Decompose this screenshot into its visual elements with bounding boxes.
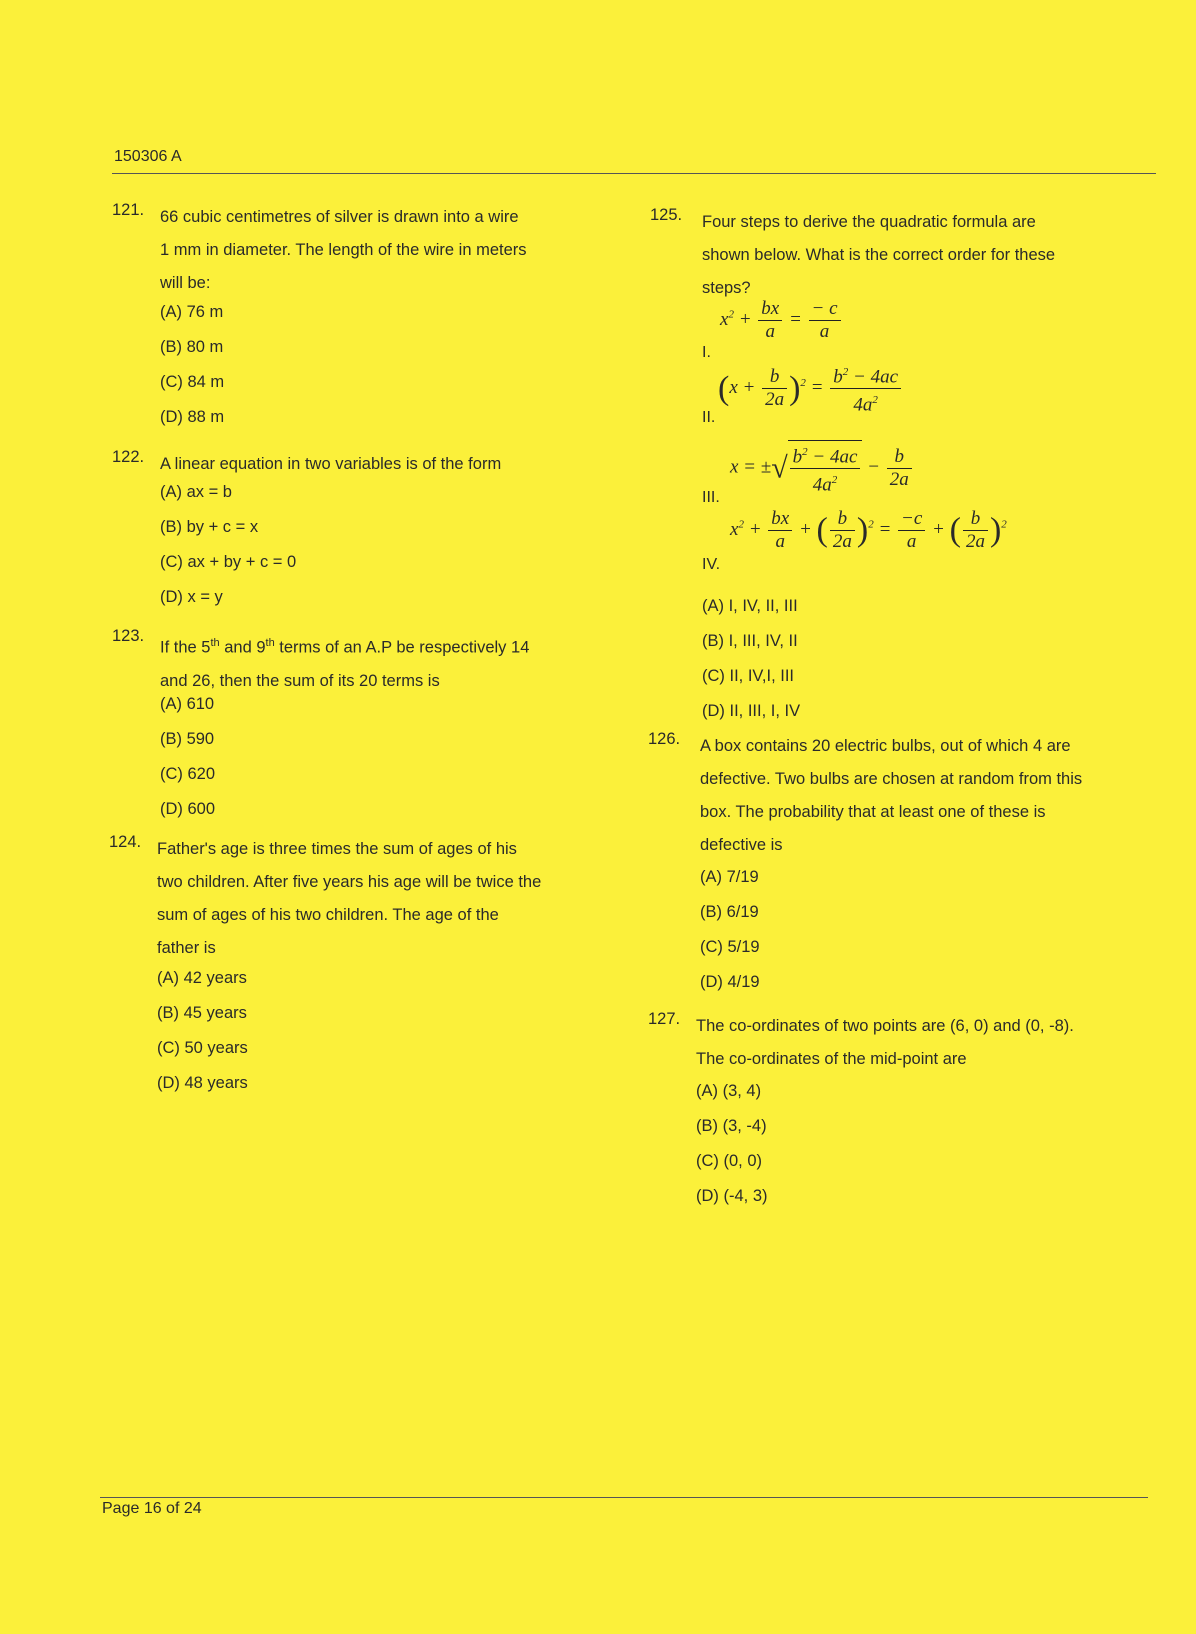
option[interactable]: (B) 6/19 — [700, 903, 759, 921]
step-label-1: I. — [702, 344, 711, 361]
question-stem: The co-ordinates of two points are (6, 0) and (0, -8). The co-ordinates of the mid-point are — [696, 1017, 1074, 1068]
option[interactable]: (C) (0, 0) — [696, 1152, 762, 1170]
exam-code: 150306 A — [114, 148, 182, 165]
option[interactable]: (C) 620 — [160, 765, 216, 783]
option[interactable]: (C) ax + by + c = 0 — [160, 553, 297, 571]
question-stem: If the 5th and 9th terms of an A.P be respectively 14 and 26, then the sum of its 20 terms is — [160, 637, 530, 690]
option[interactable]: (C) 5/19 — [700, 938, 760, 956]
option[interactable]: (B) 80 m — [160, 338, 224, 356]
equation-step-4: $x^2$ + $\frac{bx}{a}$ + ( $\frac{b}{2a}$ )$^2$ = $\frac{-c}{a}$ + ( $\frac{b}{2a}$ )$^2$ — [730, 508, 1007, 552]
question-number: 127. — [648, 1010, 681, 1028]
question-number: 122. — [112, 448, 145, 466]
option[interactable]: (D) x = y — [160, 588, 223, 606]
question-stem: Father's age is three times the sum of ages of his two children. After five years his age will be twice the sum of ages of his two children. The age of the father is — [157, 840, 542, 957]
option[interactable]: (A) ax = b — [160, 483, 232, 501]
option[interactable]: (A) 42 years — [157, 969, 247, 987]
option[interactable]: (B) by + c = x — [160, 518, 259, 536]
options — [160, 295, 224, 435]
header-divider — [112, 173, 1156, 174]
question-stem: Four steps to derive the quadratic formula are shown below. What is the correct order for these steps? — [702, 213, 1056, 297]
page-number: Page 16 of 24 — [102, 1500, 202, 1517]
question-number: 126. — [648, 730, 681, 748]
option[interactable]: (A) 610 — [160, 695, 215, 713]
equation-step-3: x = ±√ $\frac{b^2 - 4ac}{4a^2}$ − $\frac{b}{2a}$ — [730, 440, 914, 497]
option[interactable]: (D) 600 — [160, 800, 216, 818]
step-label-2: II. — [702, 409, 716, 426]
question-number: 125. — [650, 206, 683, 224]
option[interactable]: (D) II, III, I, IV — [702, 702, 801, 720]
question-stem: 66 cubic centimetres of silver is drawn into a wire 1 mm in diameter. The length of the wire in meters will be: — [160, 208, 527, 292]
options — [702, 589, 800, 729]
question-number: 124. — [109, 833, 142, 851]
options — [160, 475, 296, 615]
option[interactable]: (A) 7/19 — [700, 868, 759, 886]
option[interactable]: (D) 4/19 — [700, 973, 760, 991]
step-label-3: III. — [702, 489, 720, 506]
question-stem: A box contains 20 electric bulbs, out of which 4 are defective. Two bulbs are chosen at random from this box. The probability that at least one of these is defective is — [700, 737, 1083, 854]
equation-step-2: (x + $\frac{b}{2a}$ )$^2$ = $\frac{b^2 - 4ac}{4a^2}$ — [718, 361, 903, 417]
option[interactable]: (D) (-4, 3) — [696, 1187, 768, 1205]
option[interactable]: (C) 84 m — [160, 373, 225, 391]
option[interactable]: (B) 590 — [160, 730, 215, 748]
option[interactable]: (C) II, IV,I, III — [702, 667, 794, 685]
option[interactable]: (A) (3, 4) — [696, 1082, 762, 1100]
option[interactable]: (B) 45 years — [157, 1004, 247, 1022]
options — [700, 860, 760, 1000]
option[interactable]: (A) I, IV, II, III — [702, 597, 798, 615]
options — [696, 1074, 768, 1214]
option[interactable]: (B) I, III, IV, II — [702, 632, 798, 650]
option[interactable]: (D) 48 years — [157, 1074, 248, 1092]
question-125 — [650, 206, 1150, 726]
option[interactable]: (D) 88 m — [160, 408, 225, 426]
options — [160, 687, 215, 827]
question-number: 121. — [112, 201, 145, 219]
option[interactable]: (C) 50 years — [157, 1039, 248, 1057]
step-label-4: IV. — [702, 556, 721, 573]
question-number: 123. — [112, 627, 145, 645]
footer-divider — [100, 1497, 1148, 1498]
option[interactable]: (A) 76 m — [160, 303, 224, 321]
option[interactable]: (B) (3, -4) — [696, 1117, 767, 1135]
question-stem: A linear equation in two variables is of the form — [160, 455, 502, 473]
options — [157, 961, 248, 1101]
equation-step-1: $x^2$ + $\frac{bx}{a}$ = $\frac{- c}{a}$ — [720, 298, 843, 343]
